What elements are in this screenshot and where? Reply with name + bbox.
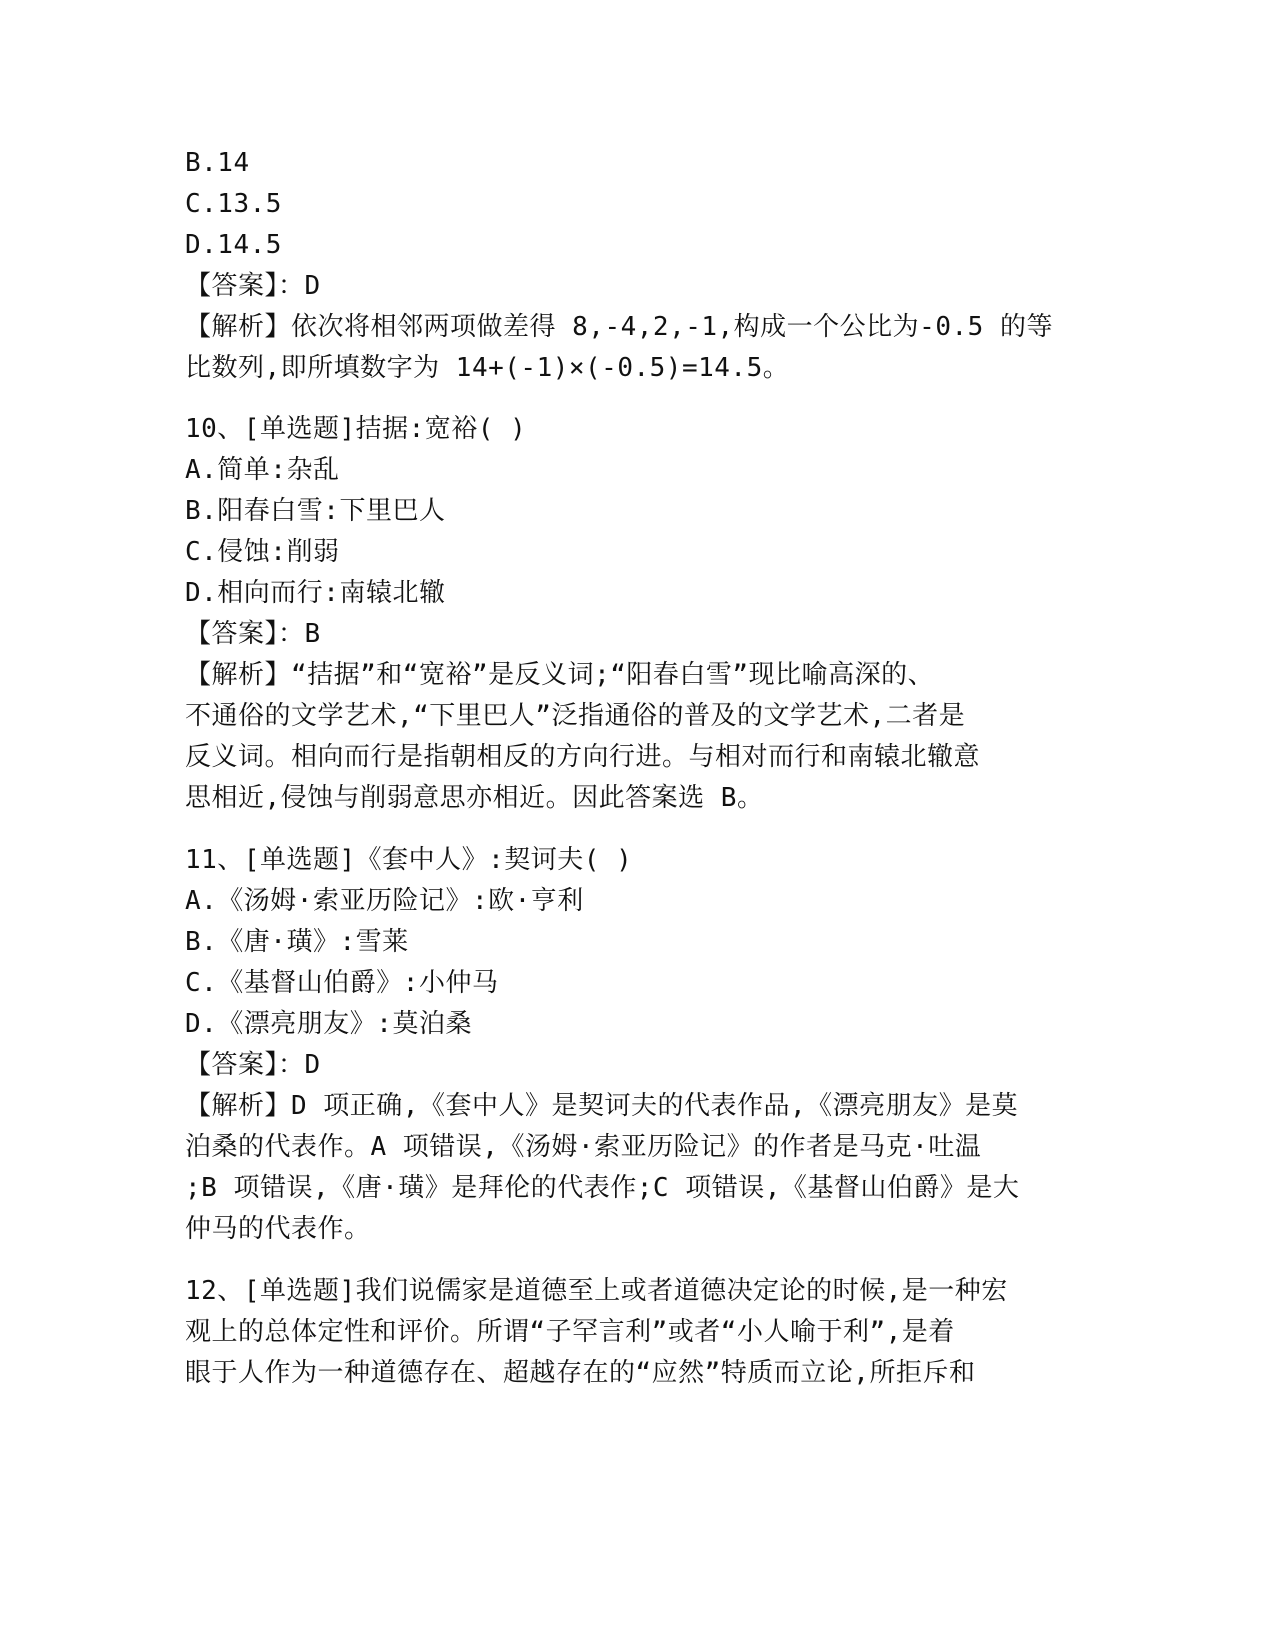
q10-option-d: D.相向而行:南辕北辙 — [185, 578, 446, 608]
q9-analysis-line: 【解析】依次将相邻两项做差得 8,-4,2,-1,构成一个公比为-0.5 的等 — [185, 312, 1053, 342]
q10-option-b: B.阳春白雪:下里巴人 — [185, 496, 446, 526]
q11-option-b: B.《唐·璜》:雪莱 — [185, 927, 409, 957]
q11-answer: 【答案】：D — [185, 1050, 321, 1080]
q11-analysis-line: 仲马的代表作。 — [185, 1214, 371, 1244]
q11-option-c: C.《基督山伯爵》:小仲马 — [185, 968, 499, 998]
q10-analysis-line: 不通俗的文学艺术,“下里巴人”泛指通俗的普及的文学艺术,二者是 — [185, 701, 966, 731]
q9-option-d: D.14.5 — [185, 230, 282, 260]
q12-stem-line: 观上的总体定性和评价。所谓“子罕言利”或者“小人喻于利”,是着 — [185, 1317, 955, 1347]
q9-analysis-line: 比数列,即所填数字为 14+(-1)×(-0.5)=14.5。 — [185, 353, 790, 383]
q9-option-c: C.13.5 — [185, 189, 282, 219]
q11-analysis-line: 【解析】D 项正确,《套中人》是契诃夫的代表作品,《漂亮朋友》是莫 — [185, 1091, 1019, 1121]
q10-stem: 10、[单选题]拮据:宽裕( ) — [185, 414, 527, 444]
q10-option-c: C.侵蚀:削弱 — [185, 537, 340, 567]
q11-stem: 11、[单选题]《套中人》:契诃夫( ) — [185, 845, 633, 875]
q12-stem-line: 12、[单选题]我们说儒家是道德至上或者道德决定论的时候,是一种宏 — [185, 1276, 1008, 1306]
q10-analysis-line: 【解析】“拮据”和“宽裕”是反义词;“阳春白雪”现比喻高深的、 — [185, 660, 935, 690]
q10-answer: 【答案】：B — [185, 619, 321, 649]
q10-option-a: A.简单:杂乱 — [185, 455, 340, 485]
q9-option-b: B.14 — [185, 148, 250, 178]
q11-option-d: D.《漂亮朋友》:莫泊桑 — [185, 1009, 472, 1039]
q10-analysis-line: 思相近,侵蚀与削弱意思亦相近。因此答案选 B。 — [185, 783, 764, 813]
q11-analysis-line: ;B 项错误,《唐·璜》是拜伦的代表作;C 项错误,《基督山伯爵》是大 — [185, 1173, 1020, 1203]
q12-stem-line: 眼于人作为一种道德存在、超越存在的“应然”特质而立论,所拒斥和 — [185, 1358, 976, 1388]
q11-analysis-line: 泊桑的代表作。A 项错误,《汤姆·索亚历险记》的作者是马克·吐温 — [185, 1132, 982, 1162]
q11-option-a: A.《汤姆·索亚历险记》:欧·亨利 — [185, 886, 584, 916]
q10-analysis-line: 反义词。相向而行是指朝相反的方向行进。与相对而行和南辕北辙意 — [185, 742, 981, 772]
q9-answer: 【答案】：D — [185, 271, 321, 301]
